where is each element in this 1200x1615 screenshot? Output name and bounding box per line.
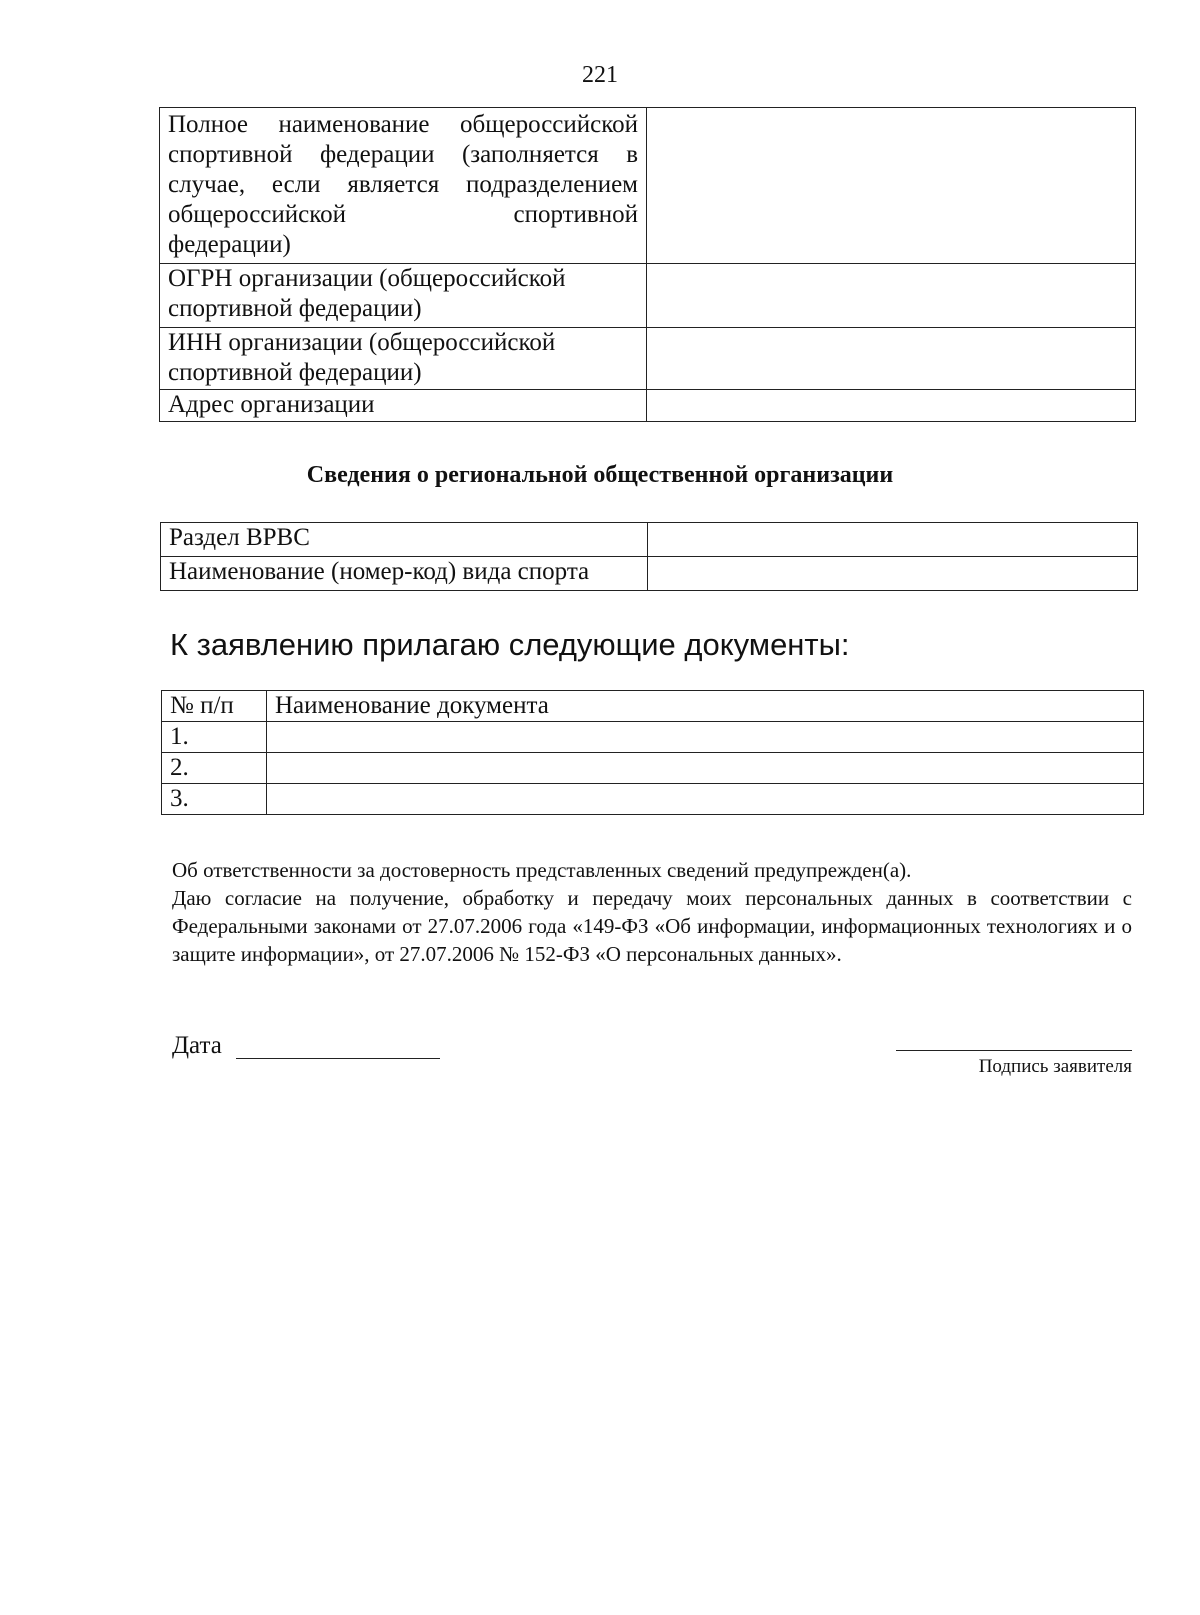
table-row [161, 557, 1138, 591]
ogrn-label: ОГРН организации (общероссийской спортивной федерации) [160, 264, 647, 328]
vrvs-section-label: Раздел ВРВС [161, 523, 648, 557]
attachments-table [161, 690, 1144, 815]
full-name-label-text: Полное наименование общероссийской спортивной федерации (заполняется в случае, если является подразделением общероссийской спортивной [168, 111, 638, 228]
doc-name-cell[interactable] [267, 722, 1144, 753]
signature-field[interactable] [896, 1050, 1132, 1051]
attachments-title: К заявлению прилагаю следующие документы: [170, 627, 850, 662]
full-name-value[interactable] [647, 108, 1136, 264]
table-row [162, 753, 1144, 784]
table-row [160, 264, 1136, 328]
signature-label: Подпись заявителя [978, 1056, 1132, 1077]
row-number: 3. [162, 784, 267, 815]
inn-value[interactable] [647, 328, 1136, 390]
federation-info-table [159, 107, 1136, 422]
doc-name-column-header: Наименование документа [267, 691, 1144, 722]
consent-statement: Даю согласие на получение, обработку и передачу моих персональных данных в соответствии с Федеральными законами от 27.07.2006 года «149-ФЗ «Об информации, информационных технологиях и о защите информации», от 27.07.2006 № 152-ФЗ «О персональных данных». [172, 886, 1132, 966]
doc-name-cell[interactable] [267, 784, 1144, 815]
date-field[interactable] [236, 1058, 440, 1059]
table-row [160, 108, 1136, 264]
responsibility-statement: Об ответственности за достоверность представленных сведений предупрежден(а). [172, 858, 912, 882]
table-row [162, 784, 1144, 815]
row-number: 2. [162, 753, 267, 784]
inn-label: ИНН организации (общероссийской спортивной федерации) [160, 328, 647, 390]
table-header-row [162, 691, 1144, 722]
full-name-label [160, 108, 647, 264]
table-row [162, 722, 1144, 753]
sport-name-value[interactable] [648, 557, 1138, 591]
table-row [160, 328, 1136, 390]
doc-name-cell[interactable] [267, 753, 1144, 784]
ogrn-value[interactable] [647, 264, 1136, 328]
vrvs-section-value[interactable] [648, 523, 1138, 557]
regional-info-table [160, 522, 1138, 591]
date-label: Дата [172, 1032, 222, 1059]
table-row [161, 523, 1138, 557]
address-value[interactable] [647, 390, 1136, 422]
table-row [160, 390, 1136, 422]
num-column-header: № п/п [162, 691, 267, 722]
address-label: Адрес организации [160, 390, 647, 422]
row-number: 1. [162, 722, 267, 753]
page-number: 221 [582, 62, 618, 88]
consent-notice [172, 856, 1132, 968]
sport-name-label: Наименование (номер-код) вида спорта [161, 557, 648, 591]
regional-section-title: Сведения о региональной общественной организации [306, 462, 894, 488]
full-name-label-last: федерации) [168, 231, 291, 258]
